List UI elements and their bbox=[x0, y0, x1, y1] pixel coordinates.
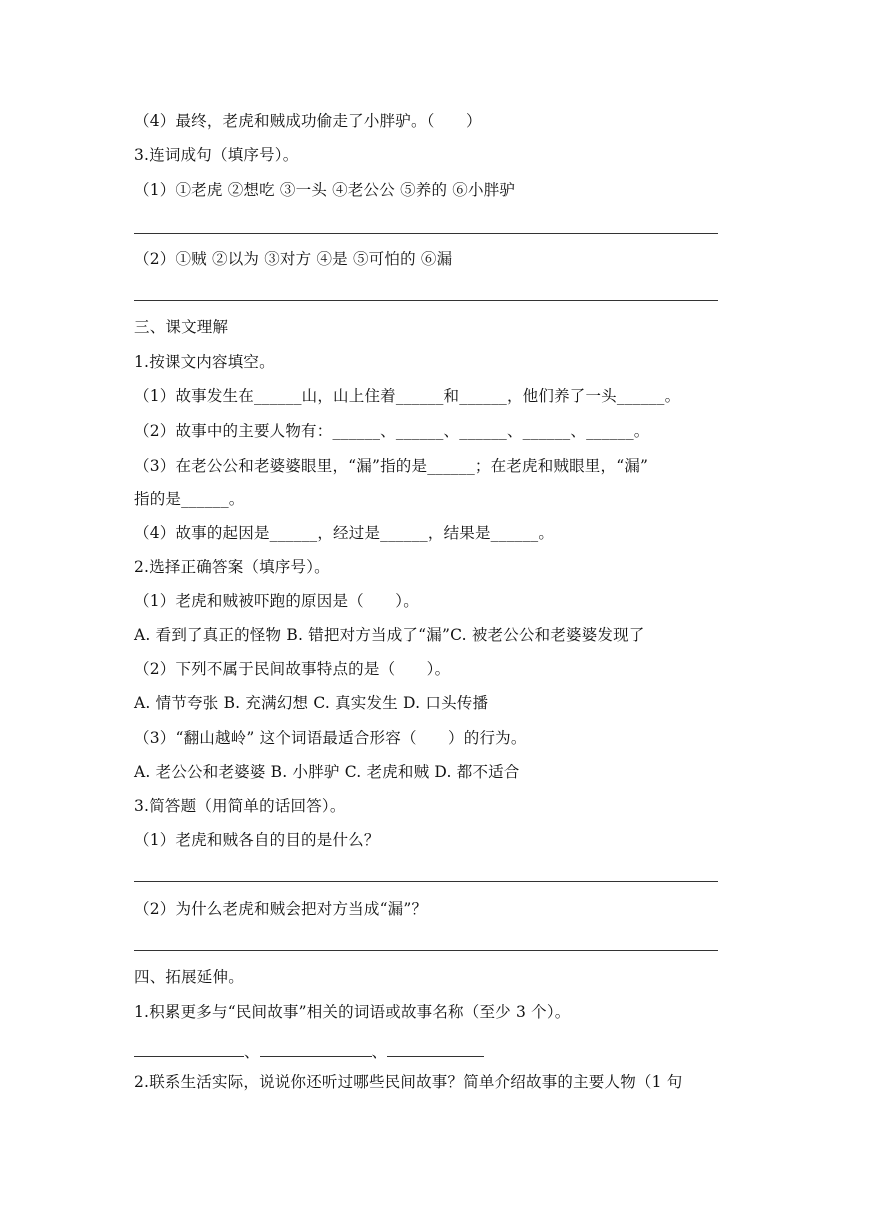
fill-blank-item-1: （1）故事发生在______山，山上住着______和______，他们养了一头______。 bbox=[134, 387, 681, 405]
word-order-item-1: （1）①老虎 ②想吃 ③一头 ④老公公 ⑤养的 ⑥小胖驴 bbox=[134, 181, 516, 199]
blank-1[interactable] bbox=[134, 1040, 244, 1057]
fill-blank-heading: 1.按课文内容填空。 bbox=[134, 353, 275, 371]
fill-blank-item-4: （4）故事的起因是______，经过是______，结果是______。 bbox=[134, 524, 555, 542]
choice-heading: 2.选择正确答案（填序号）。 bbox=[134, 558, 330, 576]
answer-line-2[interactable] bbox=[134, 300, 718, 301]
blank-3[interactable] bbox=[387, 1040, 484, 1057]
choice-options-1: A. 看到了真正的怪物 B. 错把对方当成了“漏”C. 被老公公和老婆婆发现了 bbox=[134, 626, 645, 644]
word-order-item-2: （2）①贼 ②以为 ③对方 ④是 ⑤可怕的 ⑥漏 bbox=[134, 250, 453, 268]
blank-2[interactable] bbox=[260, 1040, 372, 1057]
question-4-line: （4）最终，老虎和贼成功偷走了小胖驴。（ ） bbox=[134, 112, 482, 130]
short-answer-heading: 3.简答题（用简单的话回答）。 bbox=[134, 797, 346, 815]
short-answer-question-1: （1）老虎和贼各自的目的是什么？ bbox=[134, 831, 380, 849]
separator-1: 、 bbox=[244, 1043, 260, 1061]
choice-question-3: （3）“翻山越岭” 这个词语最适合形容（ ）的行为。 bbox=[134, 729, 527, 747]
part-4-heading: 四、拓展延伸。 bbox=[134, 968, 244, 986]
choice-question-1: （1）老虎和贼被吓跑的原因是（ ）。 bbox=[134, 592, 419, 610]
fill-blank-item-3-cont: 指的是______。 bbox=[134, 490, 245, 508]
choice-options-3: A. 老公公和老婆婆 B. 小胖驴 C. 老虎和贼 D. 都不适合 bbox=[134, 763, 520, 781]
answer-line-4[interactable] bbox=[134, 950, 718, 951]
part-3-heading: 三、课文理解 bbox=[134, 318, 229, 336]
fill-blank-item-3: （3）在老公公和老婆婆眼里，“漏”指的是______；在老虎和贼眼里，“漏” bbox=[134, 457, 649, 475]
section-3-heading: 3.连词成句（填序号）。 bbox=[134, 146, 299, 164]
choice-question-2: （2）下列不属于民间故事特点的是（ ）。 bbox=[134, 660, 451, 678]
answer-line-1[interactable] bbox=[134, 233, 718, 234]
short-answer-question-2: （2）为什么老虎和贼会把对方当成“漏”？ bbox=[134, 900, 428, 918]
fill-blank-item-2: （2）故事中的主要人物有：______、______、______、______、______。 bbox=[134, 422, 650, 440]
separator-2: 、 bbox=[371, 1043, 388, 1061]
choice-options-2: A. 情节夸张 B. 充满幻想 C. 真实发生 D. 口头传播 bbox=[134, 694, 489, 712]
extension-blanks bbox=[134, 1040, 484, 1063]
answer-line-3[interactable] bbox=[134, 881, 718, 882]
extension-question-2: 2.联系生活实际，说说你还听过哪些民间故事？简单介绍故事的主要人物（1 句 bbox=[134, 1073, 683, 1091]
extension-question-1: 1.积累更多与“民间故事”相关的词语或故事名称（至少 3 个）。 bbox=[134, 1003, 571, 1021]
